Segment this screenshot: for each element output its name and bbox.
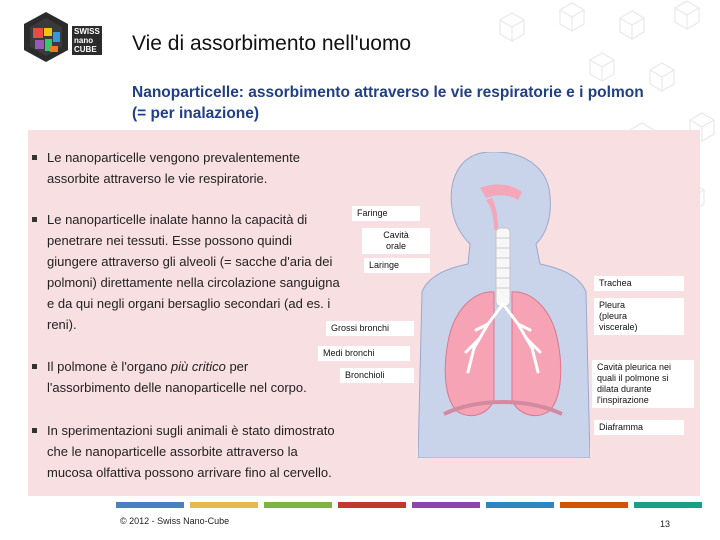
logo-text-nano: nano: [74, 36, 94, 45]
label-laringe: Laringe: [364, 258, 430, 273]
color-bar: [634, 502, 702, 508]
label-cavita-pleurica-line-2: quali il polmone si: [597, 373, 669, 383]
label-cavita-orale: [362, 228, 430, 254]
label-cavita-pleurica: [592, 360, 694, 408]
bullet-3-emphasis: più critico: [170, 359, 226, 374]
logo-text-swiss: SWISS: [74, 27, 100, 36]
bullet-marker: [32, 428, 37, 433]
label-bronchioli: Bronchioli: [340, 368, 414, 383]
page-title: Vie di assorbimento nell'uomo: [132, 32, 412, 55]
color-bar: [264, 502, 332, 508]
swiss-nano-cube-logo: [20, 10, 112, 78]
label-medi-bronchi: Medi bronchi: [318, 346, 410, 361]
label-grossi-bronchi: Grossi bronchi: [326, 321, 414, 336]
bullet-1-line-2: assorbite attraverso le vie respiratorie.: [47, 171, 268, 186]
subtitle-line-2: (= per inalazione): [132, 105, 260, 122]
label-cavita-pleurica-line-1: Cavità pleurica nei: [597, 362, 672, 372]
bullet-marker: [32, 155, 37, 160]
footer-color-bars: [116, 502, 702, 508]
bullet-4-line-1: In sperimentazioni sugli animali è stato dimostrato: [47, 423, 335, 438]
label-diaframma: Diaframma: [594, 420, 684, 435]
label-trachea: Trachea: [594, 276, 684, 291]
color-bar: [190, 502, 258, 508]
label-pleura: [594, 298, 684, 335]
bullet-marker: [32, 364, 37, 369]
color-bar: [560, 502, 628, 508]
label-pleura-line-2: (pleura: [599, 311, 628, 321]
label-cavita-orale-line-1: Cavità: [383, 230, 409, 240]
color-bar: [338, 502, 406, 508]
page-number: 13: [660, 519, 671, 529]
footer-copyright: © 2012 - Swiss Nano-Cube: [120, 516, 230, 526]
bullet-2-line-3: giungere attraverso gli alveoli (= sacche d'aria dei: [47, 254, 333, 269]
bullet-4: [32, 420, 335, 483]
bullet-1: [32, 147, 300, 189]
color-bar: [486, 502, 554, 508]
bullet-2-line-2: penetrare nei tessuti. Esse possono quindi: [47, 233, 292, 248]
bullet-4-line-2: che le nanoparticelle assorbite attraverso la: [47, 444, 298, 459]
color-bar: [412, 502, 480, 508]
label-pleura-line-3: viscerale): [599, 322, 638, 332]
subtitle-line-1: Nanoparticelle: assorbimento attraverso le vie respiratorie e i polmon: [132, 84, 644, 101]
color-bar: [116, 502, 184, 508]
bullet-3-line-1: [47, 356, 307, 377]
bullet-3-text-pre: Il polmone è l'organo: [47, 359, 171, 374]
label-cavita-orale-line-2: orale: [385, 241, 406, 251]
label-cavita-pleurica-line-3: dilata durante: [597, 384, 652, 394]
bullet-4-line-3: mucosa olfattiva possono arrivare fino al cervello.: [47, 465, 332, 480]
bullet-2: [32, 209, 340, 335]
bullet-2-line-1: Le nanoparticelle inalate hanno la capacità di: [47, 212, 308, 227]
bullet-1-line-1: Le nanoparticelle vengono prevalentemente: [47, 150, 300, 165]
bullet-marker: [32, 217, 37, 222]
bullet-2-line-5: e da qui negli organi bersaglio secondari (ad es. i: [47, 296, 331, 311]
bullet-3-line-2: l'assorbimento delle nanoparticelle nel corpo.: [47, 380, 307, 395]
bullet-3-text-post: per: [225, 359, 249, 374]
label-cavita-pleurica-line-4: l'inspirazione: [597, 395, 649, 405]
respiratory-system-illustration: [418, 152, 590, 458]
bullet-3: [32, 356, 307, 398]
page-subtitle: [132, 82, 644, 124]
label-pleura-line-1: Pleura: [599, 300, 626, 310]
logo-text-cube: CUBE: [74, 45, 97, 54]
bullet-2-line-4: polmoni) direttamente nella circolazione sanguigna: [47, 275, 340, 290]
bullet-2-line-6: reni).: [47, 317, 77, 332]
label-faringe: Faringe: [352, 206, 420, 221]
